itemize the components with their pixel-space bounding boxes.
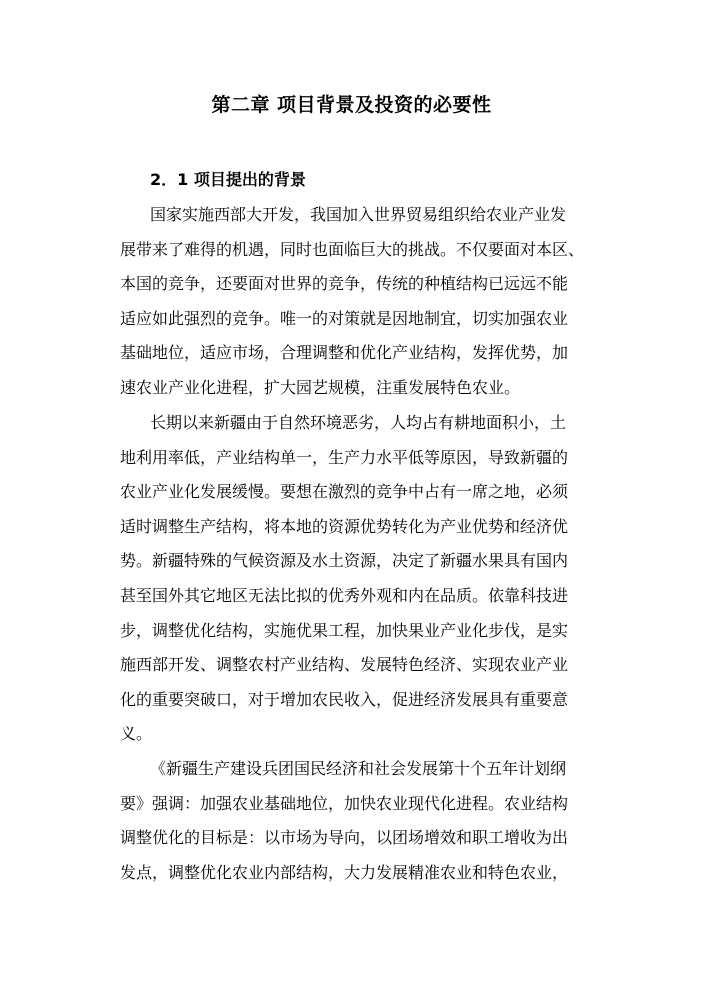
- chapter-title: 第二章 项目背景及投资的必要性: [211, 94, 492, 116]
- paragraph-line: 势。新疆特殊的气候资源及水土资源，决定了新疆水果具有国内: [120, 551, 569, 571]
- paragraph-line: 本国的竞争，还要面对世界的竞争，传统的种植结构已远远不能: [120, 274, 569, 294]
- paragraph-line: 化的重要突破口，对于增加农民收入，促进经济发展具有重要意: [120, 689, 569, 709]
- paragraph-line: 甚至国外其它地区无法比拟的优秀外观和内在品质。依靠科技进: [120, 585, 569, 605]
- paragraph-line: 施西部开发、调整农村产业结构、发展特色经济、实现农业产业: [120, 655, 569, 675]
- paragraph-line: 《新疆生产建设兵团国民经济和社会发展第十个五年计划纲: [150, 759, 567, 778]
- paragraph-line: 农业产业化发展缓慢。要想在激烈的竞争中占有一席之地，必须: [120, 482, 569, 502]
- paragraph-line: 发点，调整优化农业内部结构，大力发展精准农业和特色农业，: [120, 862, 569, 882]
- paragraph-1: [120, 198, 590, 406]
- paragraph-3: [120, 752, 590, 890]
- paragraph-line: 适时调整生产结构，将本地的资源优势转化为产业优势和经济优: [120, 516, 569, 536]
- paragraph-line: 适应如此强烈的竞争。唯一的对策就是因地制宜，切实加强农业: [120, 308, 569, 328]
- section-heading: 2．1 项目提出的背景: [150, 170, 306, 189]
- paragraph-line: 国家实施西部大开发，我国加入世界贸易组织给农业产业发: [150, 205, 567, 224]
- paragraph-line: 速农业产业化进程，扩大园艺规模，注重发展特色农业。: [120, 377, 521, 397]
- paragraph-line: 义。: [120, 724, 153, 744]
- paragraph-line: 地利用率低，产业结构单一，生产力水平低等原因，导致新疆的: [120, 447, 569, 467]
- paragraph-line: 基础地位，适应市场，合理调整和优化产业结构，发挥优势，加: [120, 343, 569, 363]
- paragraph-2: [120, 406, 590, 752]
- paragraph-line: 步，调整优化结构，实施优果工程，加快果业产业化步伐，是实: [120, 620, 569, 640]
- paragraph-line: 长期以来新疆由于自然环境恶劣，人均占有耕地面积小，土: [150, 413, 567, 432]
- paragraph-line: 展带来了难得的机遇，同时也面临巨大的挑战。不仅要面对本区、: [120, 239, 585, 259]
- paragraph-line: 调整优化的目标是：以市场为导向，以团场增效和职工增收为出: [120, 828, 569, 848]
- paragraph-line: 要》强调：加强农业基础地位，加快农业现代化进程。农业结构: [120, 793, 569, 813]
